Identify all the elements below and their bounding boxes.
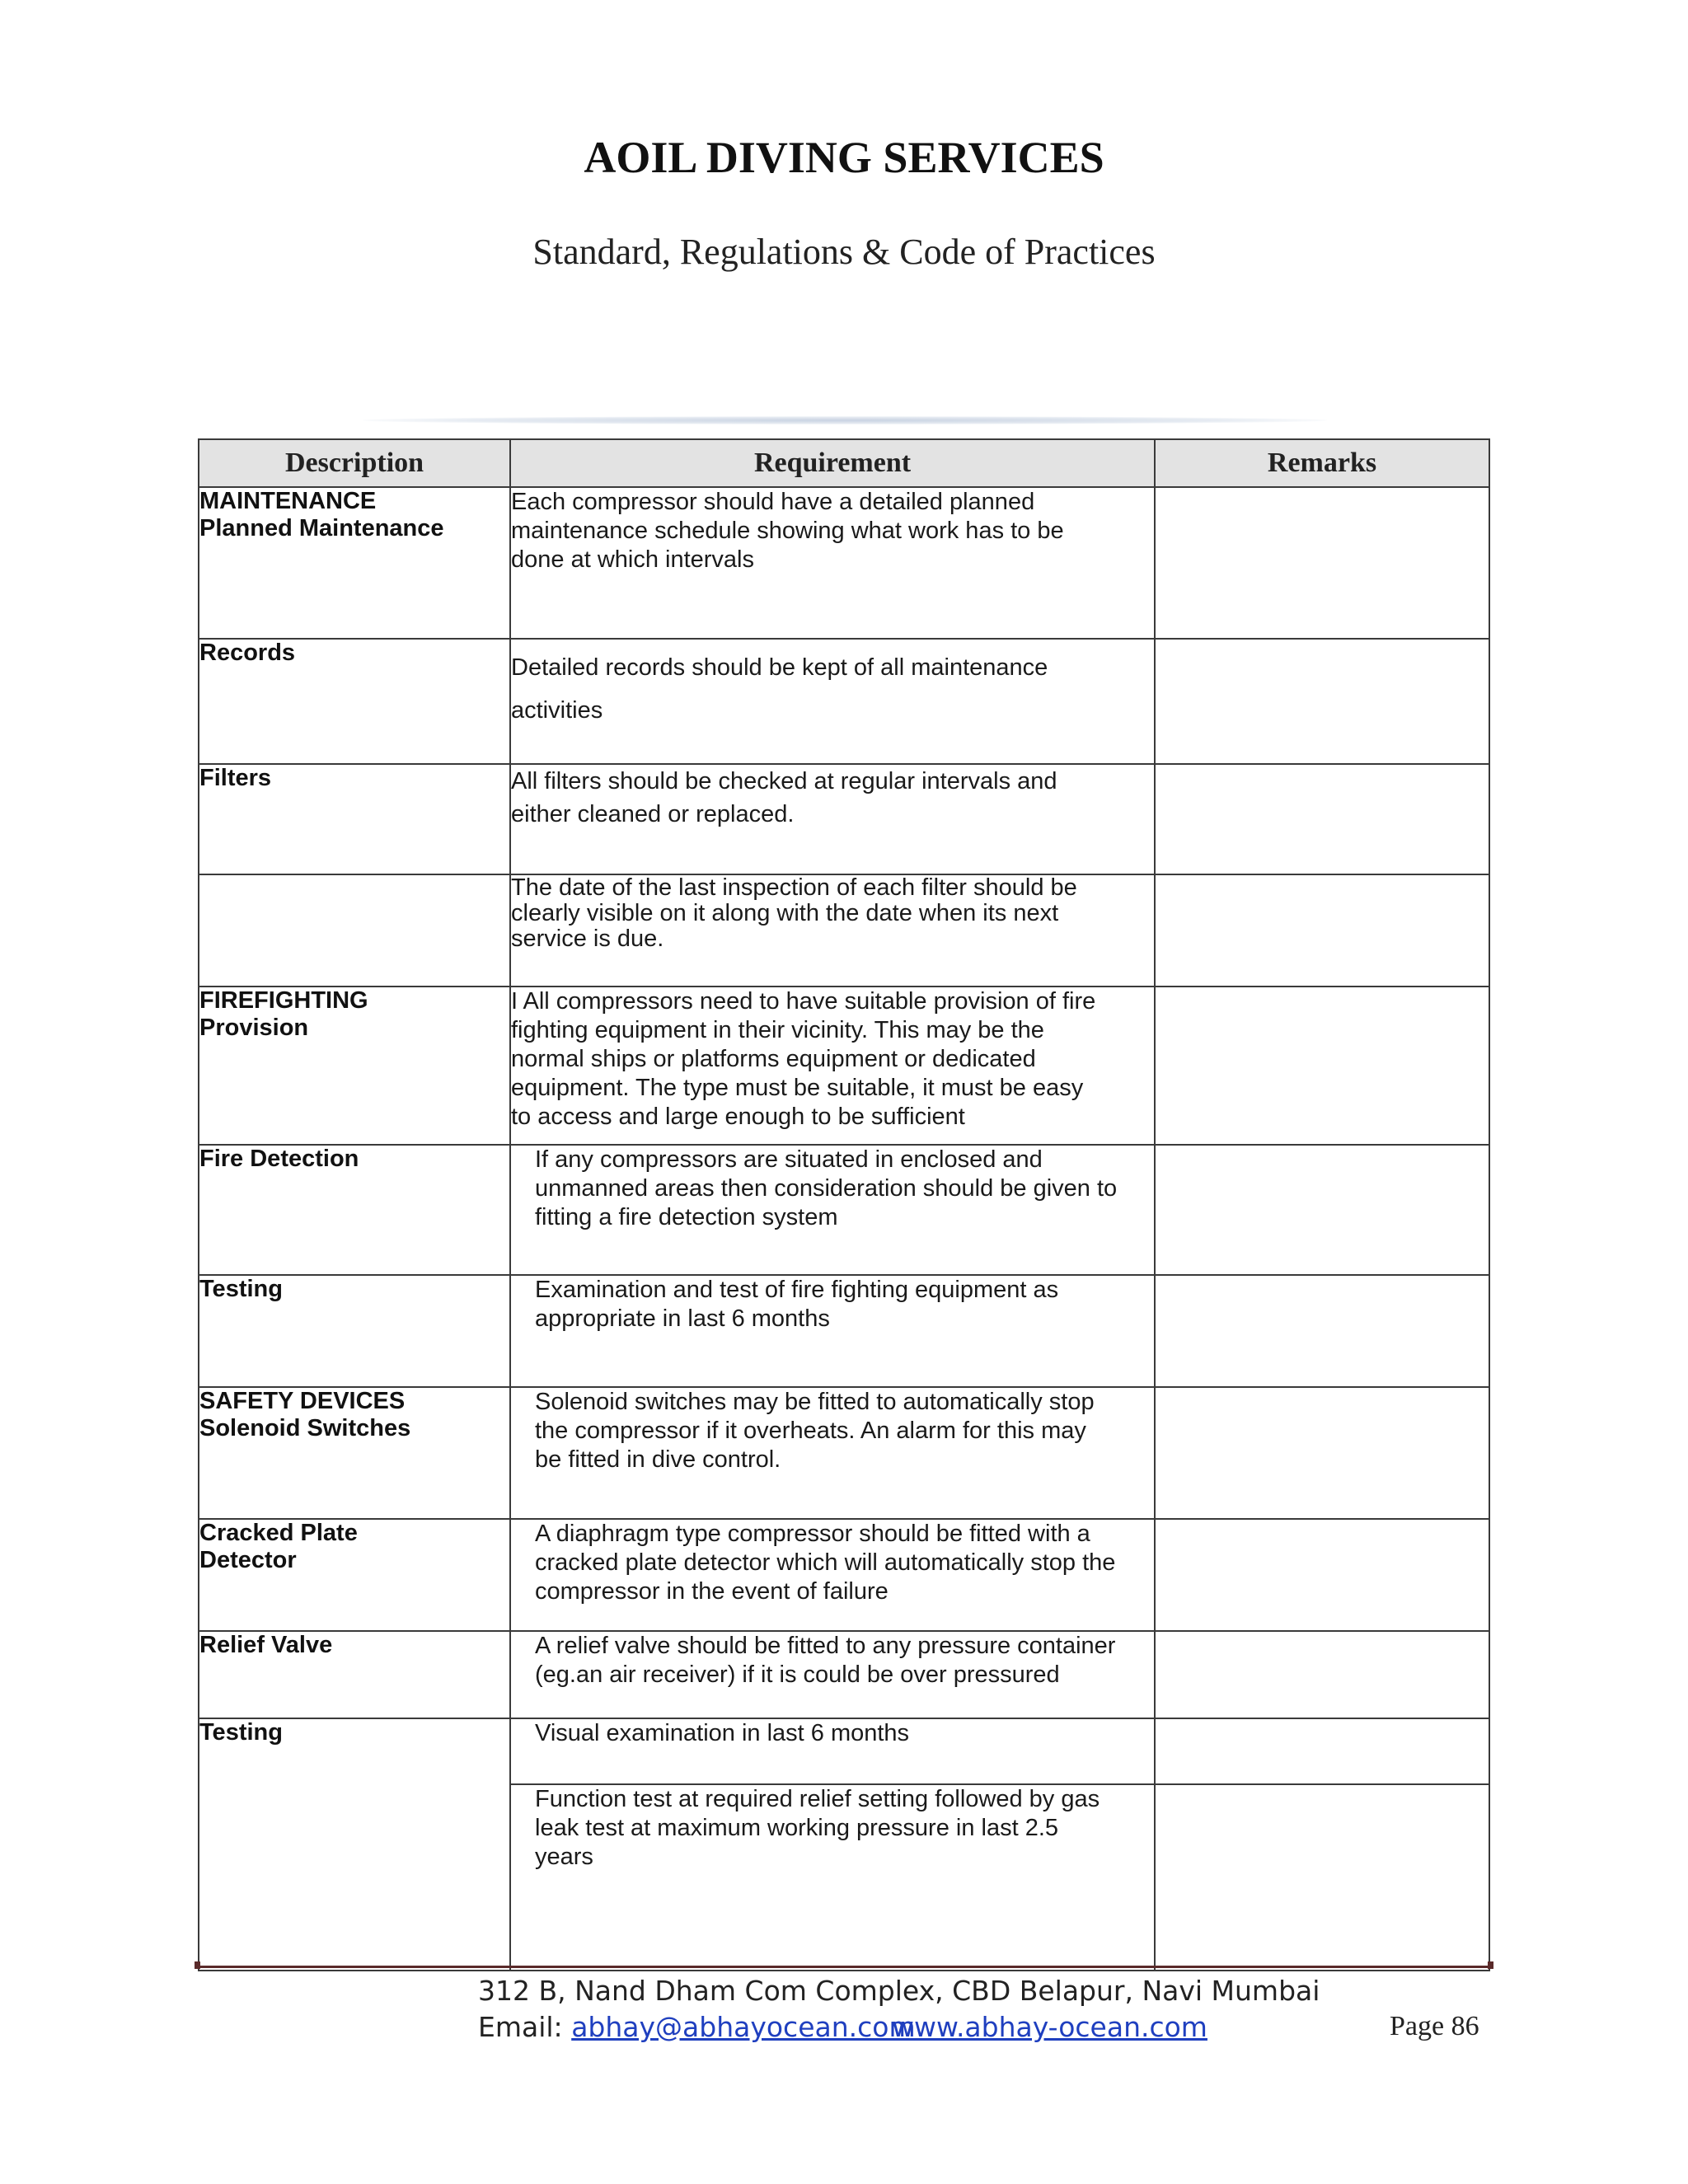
requirement-line: equipment. The type must be suitable, it must be easy xyxy=(511,1075,1084,1101)
requirement-line: A relief valve should be fitted to any pressure container xyxy=(535,1633,1116,1659)
footer-email-label: Email: xyxy=(478,2011,563,2043)
row-remarks xyxy=(1155,639,1489,764)
row-description xyxy=(199,987,510,1145)
requirement-line: be fitted in dive control. xyxy=(535,1446,781,1473)
row-remarks xyxy=(1155,987,1489,1145)
page-number: Page 86 xyxy=(1390,2011,1479,2041)
decorative-shadow-rule xyxy=(363,416,1327,424)
requirement-line: Visual examination in last 6 months xyxy=(535,1720,910,1746)
row-requirement xyxy=(510,1275,1155,1387)
description-line: MAINTENANCE xyxy=(199,488,377,514)
requirement-line: All filters should be checked at regular intervals and xyxy=(511,768,1057,794)
requirement-line: either cleaned or replaced. xyxy=(511,801,795,827)
footer-divider xyxy=(195,1966,1493,1968)
table-row xyxy=(199,1631,1489,1718)
requirement-line: (eg.an air receiver) if it is could be over pressured xyxy=(535,1661,1060,1688)
requirement-line: fighting equipment in their vicinity. This may be the xyxy=(511,1017,1044,1043)
requirement-line: normal ships or platforms equipment or dedicated xyxy=(511,1046,1036,1072)
requirement-line: maintenance schedule showing what work has to be xyxy=(511,518,1064,544)
row-remarks xyxy=(1155,1784,1489,1971)
requirement-line: Solenoid switches may be fitted to automatically stop xyxy=(535,1389,1095,1415)
description-line: Cracked Plate xyxy=(199,1520,358,1546)
column-header-remarks: Remarks xyxy=(1155,439,1489,487)
footer-website-link[interactable]: www.abhay-ocean.com xyxy=(892,2011,1207,2043)
row-description xyxy=(199,1718,510,1971)
row-description xyxy=(199,1145,510,1275)
row-requirement xyxy=(510,1145,1155,1275)
table-row xyxy=(199,1718,1489,1784)
requirement-line: leak test at maximum working pressure in last 2.5 xyxy=(535,1815,1059,1841)
requirement-line: the compressor if it overheats. An alarm for this may xyxy=(535,1418,1086,1444)
description-line: FIREFIGHTING xyxy=(199,987,368,1014)
row-description xyxy=(199,874,510,987)
description-line: Solenoid Switches xyxy=(199,1415,411,1441)
row-requirement xyxy=(510,874,1155,987)
requirement-line: cracked plate detector which will automatically stop the xyxy=(535,1549,1116,1576)
row-requirement xyxy=(510,639,1155,764)
table-header-row xyxy=(199,439,1489,487)
row-remarks xyxy=(1155,1718,1489,1784)
row-requirement xyxy=(510,487,1155,639)
requirement-line: Each compressor should have a detailed planned xyxy=(511,489,1035,515)
footer-address: 312 B, Nand Dham Com Complex, CBD Belapur, Navi Mumbai xyxy=(478,1975,1320,2007)
requirement-line: clearly visible on it along with the date when its next xyxy=(511,900,1059,926)
requirement-line: unmanned areas then consideration should be given to xyxy=(535,1175,1118,1202)
description-line: Provision xyxy=(199,1015,309,1041)
description-line: Records xyxy=(199,640,296,666)
row-remarks xyxy=(1155,1519,1489,1631)
table-row xyxy=(199,487,1489,639)
row-description xyxy=(199,487,510,639)
footer-email-link[interactable]: abhay@abhayocean.com xyxy=(571,2011,916,2043)
row-requirement xyxy=(510,1718,1155,1784)
table-row xyxy=(199,874,1489,987)
requirement-line: If any compressors are situated in enclosed and xyxy=(535,1146,1043,1173)
requirement-line: fitting a fire detection system xyxy=(535,1204,838,1230)
row-remarks xyxy=(1155,1631,1489,1718)
row-description xyxy=(199,764,510,874)
table-row xyxy=(199,1387,1489,1519)
table-row xyxy=(199,1275,1489,1387)
row-description xyxy=(199,1519,510,1631)
requirement-line: Function test at required relief setting followed by gas xyxy=(535,1786,1100,1812)
requirement-line: compressor in the event of failure xyxy=(535,1578,889,1605)
row-description xyxy=(199,1387,510,1519)
document-subtitle: Standard, Regulations & Code of Practices xyxy=(532,232,1156,272)
description-line: Detector xyxy=(199,1547,297,1573)
table-row xyxy=(199,1145,1489,1275)
regulations-table xyxy=(198,438,1490,1971)
description-line: Relief Valve xyxy=(199,1632,333,1658)
row-requirement xyxy=(510,1387,1155,1519)
document-title: AOIL DIVING SERVICES xyxy=(584,133,1104,182)
table-row xyxy=(199,764,1489,874)
row-requirement xyxy=(510,987,1155,1145)
requirement-line: I All compressors need to have suitable provision of fire xyxy=(511,988,1096,1015)
row-remarks xyxy=(1155,1145,1489,1275)
table-row xyxy=(199,987,1489,1145)
requirement-line: appropriate in last 6 months xyxy=(535,1305,830,1332)
column-header-requirement: Requirement xyxy=(510,439,1155,487)
row-description xyxy=(199,1631,510,1718)
description-line: Filters xyxy=(199,765,272,791)
description-line: Testing xyxy=(199,1276,283,1302)
requirement-line: Examination and test of fire fighting equipment as xyxy=(535,1277,1059,1303)
requirement-line: to access and large enough to be sufficient xyxy=(511,1104,965,1130)
row-description xyxy=(199,1275,510,1387)
footer-email-line xyxy=(478,2011,916,2043)
requirement-line: A diaphragm type compressor should be fitted with a xyxy=(535,1521,1090,1547)
row-remarks xyxy=(1155,487,1489,639)
row-requirement xyxy=(510,1631,1155,1718)
row-requirement xyxy=(510,1519,1155,1631)
requirement-line: Detailed records should be kept of all maintenance xyxy=(511,654,1048,681)
requirement-line: activities xyxy=(511,697,603,724)
row-requirement xyxy=(510,1784,1155,1971)
row-remarks xyxy=(1155,764,1489,874)
column-header-description: Description xyxy=(199,439,510,487)
description-line: Testing xyxy=(199,1719,283,1746)
row-requirement xyxy=(510,764,1155,874)
table-row xyxy=(199,1519,1489,1631)
requirement-line: The date of the last inspection of each filter should be xyxy=(511,874,1077,901)
description-line: SAFETY DEVICES xyxy=(199,1388,406,1414)
row-remarks xyxy=(1155,874,1489,987)
requirement-line: service is due. xyxy=(511,926,664,952)
description-line: Planned Maintenance xyxy=(199,515,444,541)
row-remarks xyxy=(1155,1387,1489,1519)
row-remarks xyxy=(1155,1275,1489,1387)
row-description xyxy=(199,639,510,764)
table-row xyxy=(199,639,1489,764)
requirement-line: years xyxy=(535,1844,593,1870)
requirement-line: done at which intervals xyxy=(511,546,754,573)
description-line: Fire Detection xyxy=(199,1146,359,1172)
